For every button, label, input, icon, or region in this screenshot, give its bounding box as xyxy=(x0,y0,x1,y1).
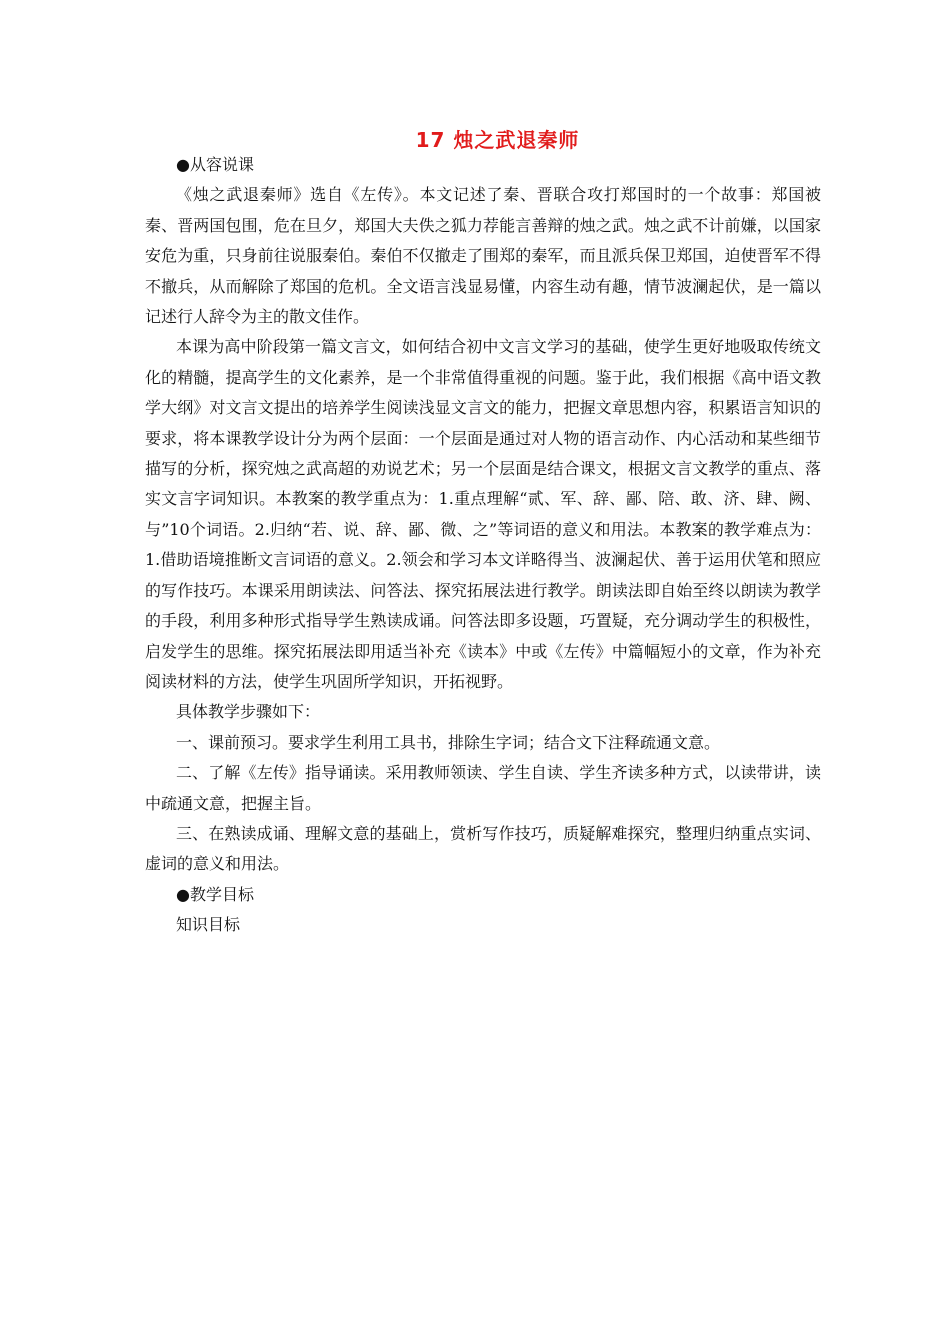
paragraph-step-1: 一、课前预习。要求学生利用工具书，排除生字词；结合文下注释疏通文意。 xyxy=(176,732,721,752)
subheading-knowledge-goals: 知识目标 xyxy=(176,915,241,935)
paragraph-intro: 《烛之武退秦师》选自《左传》。本文记述了秦、晋联合攻打郑国时的一个故事：郑国被秦、晋两国包围，危在旦夕，郑国大夫佚之狐力荐能言善辩的烛之武。烛之武不计前嫌，以国家安危为重，只身前往说服秦伯。秦伯不仅撤走了围郑的秦军，而且派兵保卫郑国，迫使晋军不得不撤兵，从而解除了郑国的危机。全文语言浅显易懂，内容生动有趣，情节波澜起伏，是一篇以记述行人辞令为主的散文佳作。 xyxy=(145,185,821,327)
paragraph-step-3: 三、在熟读成诵、理解文意的基础上，赏析写作技巧，质疑解难探究，整理归纳重点实词、虚词的意义和用法。 xyxy=(145,823,821,874)
document-body xyxy=(145,150,821,941)
section-heading-lesson-talk: ●从容说课 xyxy=(176,155,254,174)
document-title: 17 烛之武退秦师 xyxy=(415,128,580,152)
paragraph-step-2: 二、了解《左传》指导诵读。采用教师领读、学生自读、学生齐读多种方式，以读带讲，读中疏通文意，把握主旨。 xyxy=(145,763,821,813)
section-heading-teaching-goals: ●教学目标 xyxy=(176,884,254,904)
paragraph-design: 本课为高中阶段第一篇文言文，如何结合初中文言文学习的基础，使学生更好地吸取传统文化的精髓，提高学生的文化素养，是一个非常值得重视的问题。鉴于此，我们根据《高中语文教学大纲》对文言文提出的培养学生阅读浅显文言文的能力，把握文章思想内容，积累语言知识的要求，将本课教学设计分为两个层面：一个层面是通过对人物的语言动作、内心活动和某些细节描写的分析，探究烛之武高超的劝说艺术；另一个层面是结合课文，根据文言文教学的重点、落实文言字词知识。本教案的教学重点为：1.重点理解“贰、军、辞、鄙、陪、敢、济、肆、阙、与”10个词语。2.归纳“若、说、辞、鄙、微、之”等词语的意义和用法。本教案的教学难点为：1.借助语境推断文言词语的意义。2.领会和学习本文详略得当、波澜起伏、善于运用伏笔和照应的写作技巧。本课采用朗读法、问答法、探究拓展法进行教学。朗读法即自始至终以朗读为教学的手段，利用多种形式指导学生熟读成诵。问答法即多设题，巧置疑，充分调动学生的积极性，启发学生的思维。探究拓展法即用适当补充《读本》中或《左传》中篇幅短小的文章，作为补充阅读材料的方法，使学生巩固所学知识，开拓视野。 xyxy=(145,337,821,691)
paragraph-steps-intro: 具体教学步骤如下： xyxy=(176,702,321,722)
